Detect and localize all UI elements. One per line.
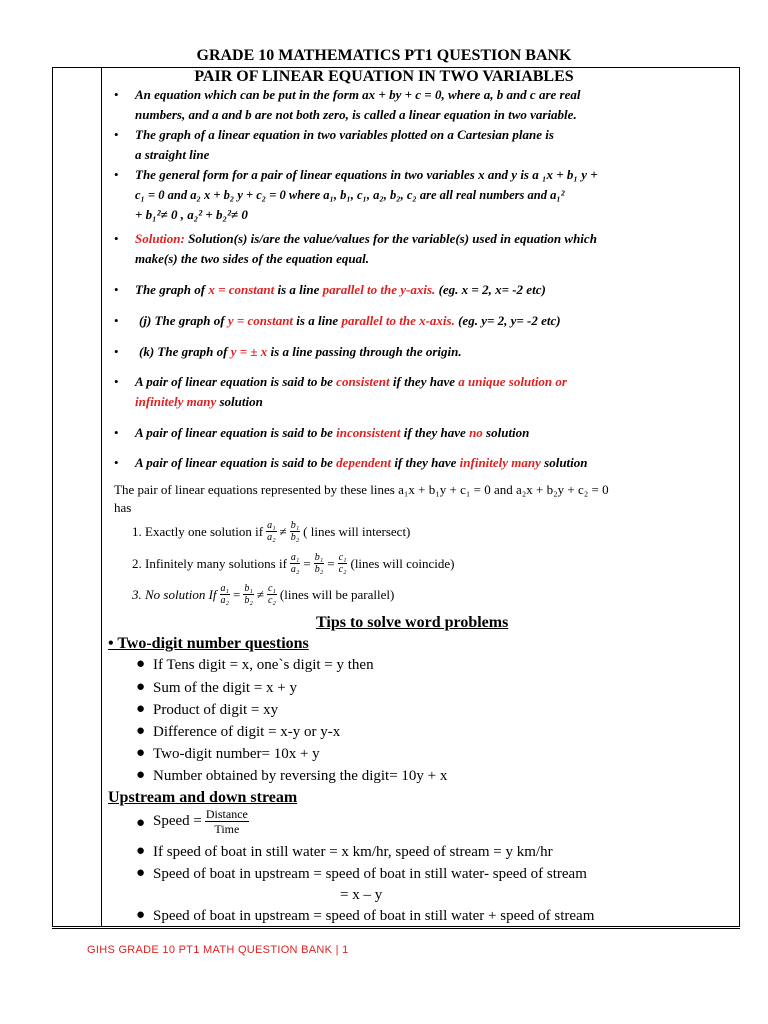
numerator: a₁ — [267, 520, 276, 531]
bullet-text: The graph of a linear equation in two variables plotted on a Cartesian plane is — [135, 127, 554, 142]
list-item: Speed of boat in upstream = speed of boat in still water- speed of stream — [153, 866, 587, 882]
bullet-text: A pair of linear equation is said to be — [135, 425, 337, 440]
fraction-a — [290, 552, 300, 575]
condition-note: (lines will be parallel) — [279, 586, 395, 602]
list-bullet: ● — [136, 701, 146, 717]
page-title: GRADE 10 MATHEMATICS PT1 QUESTION BANK — [196, 47, 572, 64]
frame-divider — [101, 67, 102, 927]
bullet-dot: • — [114, 313, 119, 328]
condition-note: (lines will coincide) — [350, 555, 455, 571]
bullet-inconsistent — [135, 423, 655, 443]
highlight-text: y = constant — [227, 313, 294, 328]
bullet-text: is a line — [293, 313, 342, 328]
operator: = — [233, 586, 241, 602]
list-bullet: ● — [136, 656, 146, 672]
operator: ≠ — [279, 523, 287, 539]
list-item-continuation: = x – y — [340, 887, 383, 903]
pair-intro — [114, 481, 714, 517]
denominator: c₂ — [338, 564, 347, 575]
numerator: c₁ — [338, 552, 347, 563]
bullet-text: + b₁²≠ 0 , a₂² + b₂²≠ 0 — [135, 207, 248, 222]
operator: ≠ — [256, 586, 264, 602]
condition-note: ( lines will intersect) — [303, 523, 411, 539]
list-item: Sum of the digit = x + y — [153, 680, 298, 696]
bullet-text: A pair of linear equation is said to be — [135, 455, 337, 470]
fraction-c — [267, 583, 277, 606]
condition-text: 3. No solution If — [132, 586, 217, 602]
list-bullet: ● — [136, 679, 146, 695]
bullet-text: a straight line — [135, 147, 210, 162]
bullet-general-form — [135, 165, 665, 225]
bullet-text: if they have — [400, 425, 470, 440]
highlight-text: parallel to the x-axis. — [341, 313, 455, 328]
highlight-text: a unique solution or — [458, 374, 567, 389]
fraction-b — [290, 520, 300, 543]
denominator: c₂ — [267, 595, 276, 606]
denominator: a₂ — [290, 564, 300, 575]
fraction-a — [220, 583, 230, 606]
highlight-text: no — [469, 425, 483, 440]
section-title: PAIR OF LINEAR EQUATION IN TWO VARIABLES — [194, 68, 574, 85]
bullet-text: An equation which can be put in the form ax + by + c = 0, where a, b and c are real — [135, 87, 581, 102]
list-item: Number obtained by reversing the digit= 10y + x — [153, 768, 448, 784]
numerator: b₁ — [244, 583, 253, 594]
tips-title: Tips to solve word problems — [316, 614, 509, 631]
list-item: Difference of digit = x-y or y-x — [153, 724, 341, 740]
bullet-text: solution — [216, 394, 263, 409]
denominator: b₂ — [314, 564, 324, 575]
highlight-text: x = constant — [208, 282, 275, 297]
list-item: If speed of boat in still water = x km/hr, speed of stream = y km/hr — [153, 844, 553, 860]
bullet-text: Solution(s) is/are the value/values for the variable(s) used in equation which — [184, 231, 597, 246]
stream-header: Upstream and down stream — [108, 789, 298, 806]
bullet-dot: • — [114, 282, 119, 297]
highlight-text: inconsistent — [336, 425, 401, 440]
numerator: b₁ — [290, 520, 300, 531]
bullet-dot: • — [114, 425, 119, 440]
list-item: Two-digit number= 10x + y — [153, 746, 320, 762]
fraction-c — [338, 552, 348, 575]
denominator: Time — [214, 822, 240, 836]
bullet-dot: • — [114, 127, 119, 142]
condition-text: 2. Infinitely many solutions if — [132, 555, 287, 571]
bullet-y-constant — [139, 311, 659, 331]
bullet-text: (j) The graph of — [139, 313, 228, 328]
list-bullet: ● — [136, 843, 146, 859]
bullet-text: The general form for a pair of linear equations in two variables x and y is a ₁x + b₁ y + — [135, 167, 598, 182]
condition-infinite-solutions — [132, 552, 454, 575]
condition-one-solution — [132, 520, 410, 543]
denominator: a₂ — [267, 532, 276, 543]
highlight-text: y = ± x — [230, 344, 268, 359]
bullet-text: The graph of — [135, 282, 209, 297]
bullet-dot: • — [114, 167, 119, 182]
bullet-dot: • — [114, 344, 119, 359]
speed-fraction — [205, 807, 249, 836]
highlight-text: infinitely many — [459, 455, 541, 470]
solution-label: Solution: — [135, 231, 185, 246]
bullet-consistent — [135, 372, 655, 412]
denominator: b₂ — [244, 595, 253, 606]
bullet-text: solution — [540, 455, 588, 470]
pair-intro-line: The pair of linear equations represented by these lines a₁x + b₁y + c₁ = 0 and a₂x + b₂y + c₂ = 0 — [114, 482, 609, 497]
fraction-a — [266, 520, 276, 543]
footer-divider — [52, 928, 740, 929]
list-item: Product of digit = xy — [153, 702, 279, 718]
numerator: Distance — [205, 807, 248, 821]
operator: = — [303, 555, 311, 571]
list-bullet: ● — [136, 865, 146, 881]
list-bullet: ● — [136, 815, 146, 831]
speed-formula — [153, 807, 249, 836]
bullet-linear-equation — [135, 85, 655, 125]
bullet-graph-linear — [135, 125, 655, 165]
bullet-dot: • — [114, 374, 119, 389]
condition-no-solution — [132, 583, 394, 606]
condition-text: 1. Exactly one solution if — [132, 523, 264, 539]
list-item: If Tens digit = x, one`s digit = y then — [153, 657, 374, 673]
highlight-text: parallel to the y-axis. — [322, 282, 436, 297]
bullet-text: A pair of linear equation is said to be — [135, 374, 337, 389]
numerator: a₁ — [220, 583, 229, 594]
bullet-text: (eg. y= 2, y= -2 etc) — [454, 313, 561, 328]
highlight-text: consistent — [336, 374, 390, 389]
operator: = — [327, 555, 335, 571]
bullet-text: (eg. x = 2, x= -2 etc) — [435, 282, 546, 297]
bullet-text: if they have — [391, 455, 460, 470]
list-bullet: ● — [136, 745, 146, 761]
fraction-b — [243, 583, 253, 606]
denominator: a₂ — [220, 595, 229, 606]
bullet-dot: • — [114, 455, 119, 470]
two-digit-header: • Two-digit number questions — [108, 635, 309, 652]
bullet-text: if they have — [389, 374, 459, 389]
page-footer: GIHS GRADE 10 PT1 MATH QUESTION BANK | 1 — [87, 944, 349, 956]
bullet-dot: • — [114, 231, 119, 246]
bullet-text: c₁ = 0 and a₂ x + b₂ y + c₂ = 0 where a₁, b₁, c₁, a₂, b₂, c₂ are all real numbers and a₁² — [135, 188, 565, 202]
speed-label: Speed = — [153, 813, 202, 829]
list-item: Speed of boat in upstream = speed of boat in still water + speed of stream — [153, 908, 595, 924]
numerator: b₁ — [314, 552, 324, 563]
fraction-b — [314, 552, 324, 575]
list-bullet: ● — [136, 767, 146, 783]
numerator: c₁ — [267, 583, 276, 594]
bullet-text: is a line passing through the origin. — [267, 344, 462, 359]
highlight-text: dependent — [336, 455, 392, 470]
list-bullet: ● — [136, 723, 146, 739]
numerator: a₁ — [290, 552, 300, 563]
bullet-dependent — [135, 453, 655, 473]
denominator: b₂ — [290, 532, 300, 543]
bullet-dot: • — [114, 87, 119, 102]
bullet-x-constant — [135, 280, 655, 300]
pair-intro-line: has — [114, 500, 132, 515]
bullet-text: solution — [482, 425, 530, 440]
bullet-text: numbers, and a and b are not both zero, is called a linear equation in two variable. — [135, 107, 577, 122]
bullet-y-pm-x — [139, 342, 659, 362]
bullet-text: (k) The graph of — [139, 344, 231, 359]
bullet-text: make(s) the two sides of the equation equal. — [135, 251, 369, 266]
bullet-solution — [135, 229, 655, 269]
bullet-text: is a line — [274, 282, 323, 297]
list-bullet: ● — [136, 907, 146, 923]
highlight-text: infinitely many — [135, 394, 217, 409]
